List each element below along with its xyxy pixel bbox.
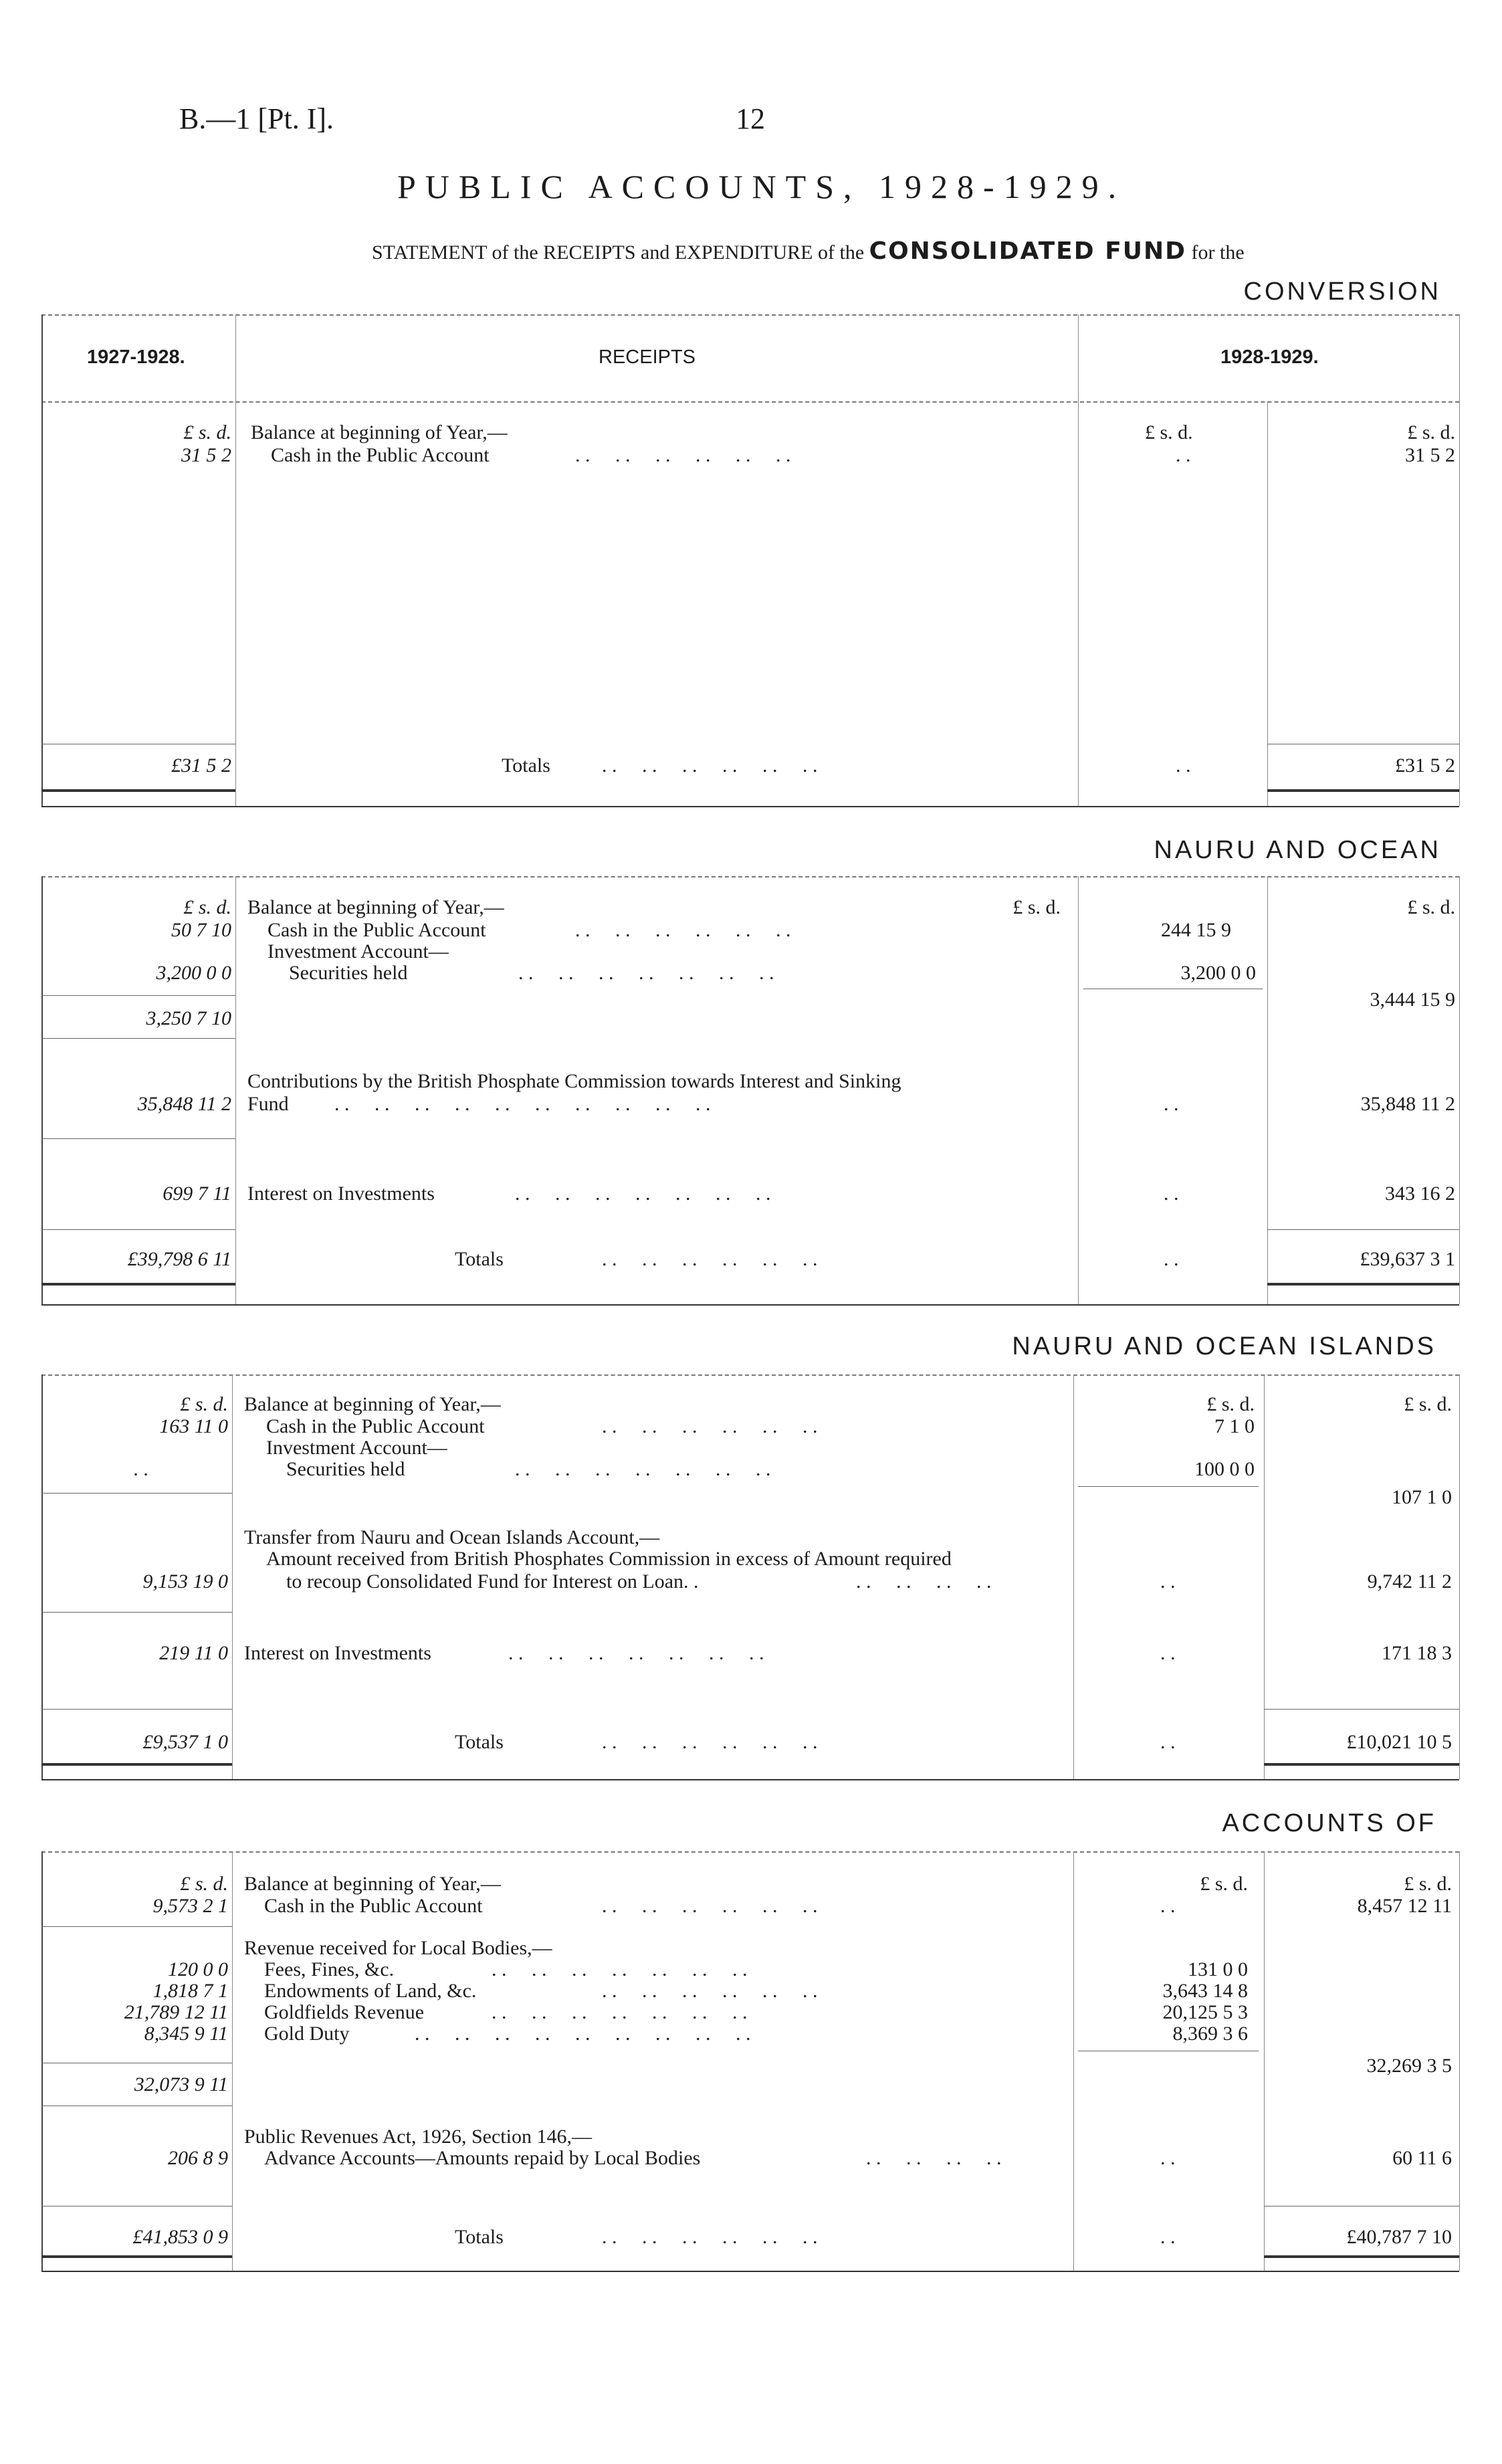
value-curr: 60 11 6 [1392,2147,1452,2169]
value-sub: 8,369 3 6 [1172,2023,1248,2045]
value-curr: 343 16 2 [1385,1183,1455,1205]
totals-sub: . . [1176,754,1191,777]
row-label: Fund [247,1093,289,1115]
value-prev: 21,789 12 11 [124,2001,228,2023]
row-label: Cash in the Public Account [271,444,490,466]
value-prev: . . [134,1458,149,1480]
value-curr: 31 5 2 [1405,444,1455,466]
page-title: PUBLIC ACCOUNTS, 1928-1929. [397,168,1126,205]
row-label: Investment Account— [266,1437,447,1459]
row-label: Securities held [289,962,408,984]
unit-prev: £ s. d. [180,1873,228,1895]
statement-bold: CONSOLIDATED FUND [869,237,1187,265]
unit-curr: £ s. d. [1407,421,1455,443]
leader-dots: . . . . . . . . . . . . [602,1731,818,1753]
value-curr: 171 18 3 [1382,1642,1452,1664]
unit-prev: £ s. d. [183,421,231,443]
totals-sub: . . [1160,1731,1176,1753]
row-label: Contributions by the British Phosphate Commission towards Interest and Sinking [247,1070,901,1092]
statement-post: for the [1191,241,1245,264]
value-sub: . . [1176,444,1191,466]
leader-dots: . . . . . . . . . . . . . . [492,1958,748,1980]
row-label: Advance Accounts—Amounts repaid by Local Bodies [264,2147,701,2169]
row-label: Cash in the Public Account [266,1415,485,1437]
row-label: Revenue received for Local Bodies,— [244,1937,552,1959]
value-sub: 131 0 0 [1188,1958,1248,1980]
row-label: Gold Duty [264,2023,350,2045]
totals-label: Totals [502,754,550,777]
value-curr: 35,848 11 2 [1360,1093,1455,1115]
value-sub: . . [1160,1570,1176,1593]
value-prev: 9,573 2 1 [152,1895,228,1917]
totals-prev: £9,537 1 0 [142,1731,228,1753]
totals-label: Totals [455,1731,504,1753]
row-label: Securities held [286,1458,405,1480]
value-sub: . . [1160,2147,1176,2169]
value-prev: 31 5 2 [181,444,231,466]
leader-dots: . . . . . . . . . . . . . . . . . . . . [334,1093,711,1115]
row-label: Interest on Investments [244,1642,431,1664]
unit-curr: £ s. d. [1404,1393,1452,1415]
section-title-nauru-ocean-islands: NAURU AND OCEAN ISLANDS [1012,1332,1436,1360]
page-number: 12 [736,102,765,135]
unit-sub: £ s. d. [1145,421,1193,443]
leader-dots: . . . . . . . . . . . . [602,1415,818,1437]
value-sub: 100 0 0 [1194,1458,1255,1480]
totals-curr: £31 5 2 [1395,754,1455,777]
leader-dots: . . . . . . . . . . . . . . [518,962,774,984]
unit-sub: £ s. d. [1012,896,1061,918]
totals-prev: £31 5 2 [171,754,231,777]
value-prev: 206 8 9 [168,2147,228,2169]
leader-dots: . . . . . . . . . . . . . . . . . . [415,2023,751,2045]
totals-sub: . . [1164,1248,1179,1270]
col-head-receipts: RECEIPTS [599,346,696,368]
value-sub: 3,200 0 0 [1180,962,1256,984]
value-sub: . . [1164,1093,1179,1115]
unit-sub: £ s. d. [1206,1393,1255,1415]
subtotal-curr: 32,269 3 5 [1366,2055,1452,2077]
leader-dots: . . . . . . . . . . . . . . [515,1183,771,1205]
unit-sub: £ s. d. [1200,1873,1248,1895]
page-reference: B.—1 [Pt. I]. [179,102,334,135]
row-label: to recoup Consolidated Fund for Interest on Loan. . [286,1570,699,1593]
leader-dots: . . . . . . . . [866,2147,1002,2169]
value-prev: 1,818 7 1 [152,1980,228,2002]
subtotal-prev: 32,073 9 11 [134,2073,228,2095]
value-prev: 219 11 0 [159,1642,228,1664]
totals-curr: £40,787 7 10 [1346,2226,1452,2248]
value-prev: 699 7 11 [163,1183,231,1205]
value-sub: 3,643 14 8 [1162,1980,1248,2002]
value-sub: . . [1160,1642,1176,1664]
unit-curr: £ s. d. [1407,896,1455,918]
value-prev: 120 0 0 [168,1958,228,1980]
value-sub: 7 1 0 [1214,1415,1255,1437]
totals-prev: £41,853 0 9 [132,2226,228,2248]
row-label: Fees, Fines, &c. [264,1958,395,1980]
section-title-conversion: CONVERSION [1243,278,1441,306]
leader-dots: . . . . . . . . . . . . . . [515,1458,771,1480]
totals-curr: £10,021 10 5 [1346,1731,1452,1753]
section-title-accounts-of: ACCOUNTS OF [1222,1809,1436,1837]
value-sub: . . [1164,1183,1179,1205]
subtotal-curr: 107 1 0 [1392,1486,1452,1508]
leader-dots: . . . . . . . . . . . . [575,444,791,466]
statement-heading [372,237,1245,265]
subtotal-prev: 3,250 7 10 [146,1007,231,1029]
leader-dots: . . . . . . . . . . . . [602,754,818,777]
leader-dots: . . . . . . . . . . . . . . [508,1642,764,1664]
leader-dots: . . . . . . . . . . . . [575,919,791,941]
value-curr: 8,457 12 11 [1357,1895,1452,1917]
row-label: Investment Account— [267,940,449,962]
row-label: Goldfields Revenue [264,2001,425,2023]
row-label: Interest on Investments [247,1183,435,1205]
totals-label: Totals [455,1248,504,1270]
row-label: Public Revenues Act, 1926, Section 146,— [244,2126,592,2148]
unit-curr: £ s. d. [1404,1873,1452,1895]
row-label: Cash in the Public Account [267,919,486,941]
leader-dots: . . . . . . . . . . . . [602,1248,818,1270]
value-prev: 3,200 0 0 [156,962,231,984]
unit-prev: £ s. d. [183,896,231,918]
value-curr: 9,742 11 2 [1367,1570,1452,1593]
value-sub: 244 15 9 [1161,919,1231,941]
subtotal-curr: 3,444 15 9 [1370,989,1455,1011]
leader-dots: . . . . . . . . [856,1570,992,1593]
statement-pre: STATEMENT of the RECEIPTS and EXPENDITURE of the [372,241,865,264]
leader-dots: . . . . . . . . . . . . . . [492,2001,748,2023]
row-label: Transfer from Nauru and Ocean Islands Account,— [244,1526,660,1548]
section-title-nauru-ocean: NAURU AND OCEAN [1154,836,1441,864]
row-label: Amount received from British Phosphates Commission in excess of Amount required [266,1548,952,1570]
leader-dots: . . . . . . . . . . . . [602,1895,818,1917]
row-label: Balance at beginning of Year,— [247,896,504,918]
unit-prev: £ s. d. [180,1393,228,1415]
value-sub: 20,125 5 3 [1162,2001,1248,2023]
col-head-prev-year: 1927-1928. [87,346,185,368]
col-head-curr-year: 1928-1929. [1220,346,1319,368]
totals-sub: . . [1160,2226,1176,2248]
row-label: Balance at beginning of Year,— [251,421,508,443]
leader-dots: . . . . . . . . . . . . [602,1980,818,2002]
totals-prev: £39,798 6 11 [127,1248,231,1270]
row-label: Balance at beginning of Year,— [244,1873,501,1895]
value-prev: 9,153 19 0 [142,1570,228,1593]
value-prev: 8,345 9 11 [144,2023,228,2045]
row-label: Balance at beginning of Year,— [244,1393,501,1415]
value-prev: 163 11 0 [159,1415,228,1437]
leader-dots: . . . . . . . . . . . . [602,2226,818,2248]
row-label: Cash in the Public Account [264,1895,483,1917]
row-label: Endowments of Land, &c. [264,1980,477,2002]
value-sub: . . [1160,1895,1176,1917]
totals-label: Totals [455,2226,504,2248]
value-prev: 35,848 11 2 [137,1093,231,1115]
value-prev: 50 7 10 [171,919,231,941]
totals-curr: £39,637 3 1 [1360,1248,1455,1270]
